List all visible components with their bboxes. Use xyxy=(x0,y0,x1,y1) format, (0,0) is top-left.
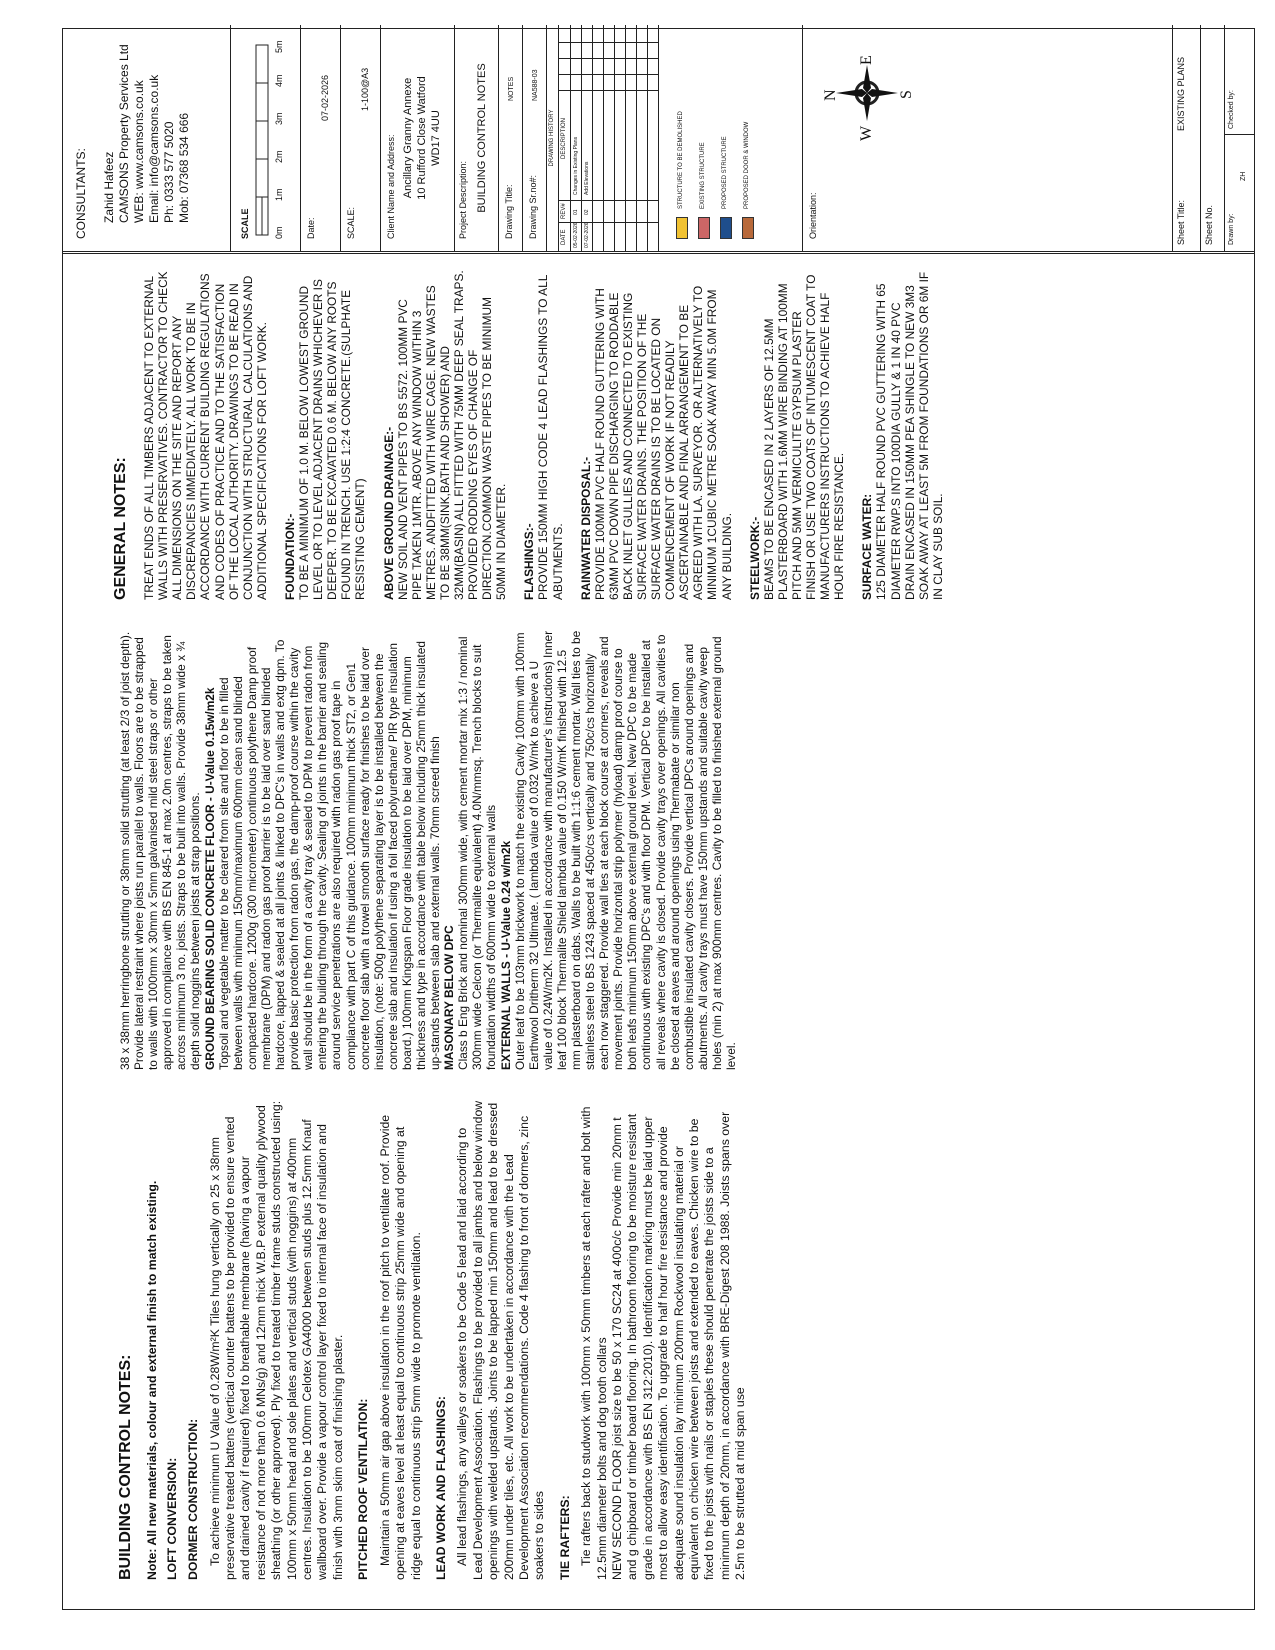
scale-field-label: SCALE: xyxy=(346,206,356,239)
scale-value: 1-100@A3 xyxy=(360,67,370,111)
surface-water-heading: SURFACE WATER: xyxy=(860,493,875,600)
drawing-no-value: NA588-03 xyxy=(532,69,539,101)
project-label: Project Description: xyxy=(458,160,468,239)
building-control-notes-column xyxy=(118,1100,749,1580)
history-row-rev: 02 xyxy=(584,209,590,215)
rainwater-heading: RAINWATER DISPOSAL:- xyxy=(578,456,593,600)
compass-s: S xyxy=(898,90,915,99)
compass-n: N xyxy=(822,89,839,101)
date-label: Date: xyxy=(306,217,316,239)
date-value: 07-02-2026 xyxy=(320,74,330,121)
construction-notes-column xyxy=(118,630,738,1070)
history-row-date: 05-02-2026 xyxy=(573,222,579,248)
scale-tick-0: 0m xyxy=(274,226,284,239)
pitched-roof-heading: PITCHED ROOF VENTILATION: xyxy=(356,1398,371,1580)
client-label: Client Name and Address: xyxy=(386,134,396,239)
scale-tick-1: 1m xyxy=(274,188,284,201)
drawing-title-label: Drawing Title: xyxy=(504,184,514,239)
company-name: CAMSONS Property Services Ltd xyxy=(117,44,131,223)
history-row-date: 07-02-2026 xyxy=(584,222,590,248)
general-notes-title: GENERAL NOTES: xyxy=(112,457,129,600)
building-control-title: BUILDING CONTROL NOTES: xyxy=(117,1354,134,1580)
project-value: BUILDING CONTROL NOTES xyxy=(476,63,488,213)
sheet-title-value: EXISTING PLANS xyxy=(1176,56,1186,131)
drawn-by-value: ZH xyxy=(1240,171,1247,181)
foundation-heading: FOUNDATION:- xyxy=(282,513,297,600)
drawing-history-label: DRAWING HISTORY xyxy=(549,109,555,167)
history-header-date: DATE xyxy=(561,229,567,245)
legend-swatch-demolished xyxy=(676,217,688,239)
history-row-desc: Add Elevations xyxy=(584,161,590,195)
scale-tick-4: 4m xyxy=(274,74,284,87)
drawn-by-label: Drawn by: xyxy=(1228,213,1235,245)
scale-tick-3: 3m xyxy=(274,112,284,125)
address-line3: WD17 4UU xyxy=(430,110,442,166)
second-floor-text: NEW SECOND FLOOR joist size to be 50 x 170 SC24 at 400c/c Provide min 20mm t and g chipboard or timber board flooring. In bathroom flooring to be moisture resistant grade in accordance with BS EN 312:2010). Identification marking must be laid upper most to allow easy identification. To upgrade to half hour fire resistance and provide adequate sound insulation lay minimum 200mm Rockwool insulating material or equivalent on chicken wire between joists and extended to eaves. Chicken wire to be fixed to the joists with nails or staples these should penetrate the joists side to a minimum depth of 20mm, in accordance with BRE-Digest 208 1988. Joists spans over 2.5m to be strutted at mid span use xyxy=(609,1111,748,1580)
masonry-text: Class b Eng Brick and nominal 300mm wide, with cement mortar mix 1:3 / nominal 300mm wide Celcon (or Thermalite equivalent) 4.0N/mmsq. Trench blocks to suit foundation widths of 600mm wide to external walls xyxy=(456,636,499,1070)
history-header-rev: REV# xyxy=(561,203,567,219)
ground-floor-heading: GROUND BEARING SOLID CONCRETE FLOOR - U-Value 0.15w/m2k xyxy=(202,687,217,1070)
drainage-text: NEW SOIL AND VENT PIPES TO BS 5572. 100MM PVC PIPE TAKEN 1MTR. ABOVE ANY WINDOW WITHIN 3 METRES. ANDFITTED WITH WIRE CAGE. NEW WASTES TO BE 38MM(SINK,BATH AND SHOWER) AND 32MM(BASIN) ALL FITTED WITH 75MM DEEP SEAL TRAPS. PROVIDED RODDING EYES OF CHANGE OF DIRECTION.COMMON WASTE PIPES TO BE MINIMUM 50MM IN DIAMETER. xyxy=(395,270,509,600)
sheet-no-label: Sheet No. xyxy=(1204,204,1214,245)
scale-tick-5: 5m xyxy=(274,40,284,53)
drawing-no-label: Drawing Sr.no#: xyxy=(528,174,538,239)
orientation-label: Orientation: xyxy=(808,192,818,239)
legend-swatch-proposed xyxy=(720,217,732,239)
masonry-heading: MASONARY BELOW DPC xyxy=(442,925,457,1070)
compass-w: W xyxy=(858,125,875,141)
pitched-roof-text: Maintain a 50mm air gap above insulation in the roof pitch to ventilate roof. Provide opening at eaves level at least equal to continuous strip 25mm wide and opening at ridge equal to continuous strip 5mm wide to promote ventilation. xyxy=(377,1114,423,1580)
sheet-title-label: Sheet Title: xyxy=(1176,199,1186,245)
history-row-rev: 01 xyxy=(573,209,579,215)
general-intro-text: TREAT ENDS OF ALL TIMBERS ADJACENT TO EXTERNAL WALLS WITH PRESERVATIVES. CONTRACTOR TO CHECK ALL DIMENSIONS ON THE SITE AND REPORT ANY DISCREPANCIES IMMEDIATELY. ALL WORK TO BE IN ACCORDANCE WITH CURRENT BUILDING REGULATIONS AND CODES OF PRACTICE AND TO THE SATISFACTION OF THE LOCAL AUTHORITY. DRAWINGS TO BE READ IN CONJUNCTION WITH STRUCTURAL CALCULATIONS AND ADDITIONAL SPECIFICATIONS FOR LOFT WORK. xyxy=(142,271,269,600)
legend-swatch-existing xyxy=(698,217,710,239)
scale-bar xyxy=(254,29,294,239)
legend-label-demolished: STRUCTURE TO BE DEMOLISHED xyxy=(678,111,684,209)
lead-work-text: All lead flashings, any valleys or soakers to be Code 5 lead and laid according to Lead Development Association. Flashings to be provided to all jambs and below window openings with welded upstands. Joints to be lapped min 150mm and lead to be dressed 200mm under tiles, etc. All work to be undertaken in accordance with the Lead Development Association recommendations. Code 4 flashing to front of dormers, zinc soakers to sides xyxy=(455,1100,547,1580)
consultants-label: CONSULTANTS: xyxy=(74,148,88,239)
ground-floor-text: Topsoil and vegetable matter to be cleared from site and floor to be in filled between walls with minimum 150mm/maximum 600mm clean sand blinded compacted hardcore. 1200g (300 micrometer) continuous polythene Damp proof membrane (DPM) and radon gas proof barrier is to be laid over sand blinded hardcore, lapped & sealed at all joints & linked to DPC's in walls and extg dpm. To provide basic protection from radon gas, the damp-proof course within the cavity wall should be in the form of a cavity tray & sealed to DPM to prevent radon from entering the building through the cavity. Sealing of joints in the barrier and sealing around service penetrations are also required with radon gas proof tape in compliance with part C of this guidance. 100mm minimum thick ST2, or Gen1 concrete floor slab with a trowel smooth surface ready for finishes to be laid over insulation, (note: 500g polythene separating layer is to be installed between the concrete slab and insulation if using a foil faced polyurethane/ PIR type insulation board.) 100mm Kingspan Floor grade insulation to be laid over DPM, minimum thickness and type in accordance with table below including 25mm thick insulated up-stands between slab and external walls. 70mm screed finish xyxy=(216,639,443,1070)
company-web: WEB: www.camsons.co.uk xyxy=(132,80,146,223)
address-line2: 10 Rufford Close Watford xyxy=(416,76,428,200)
dormer-construction-text: To achieve minimum U Value of 0.28W/m²K Tiles hung vertically on 25 x 38mm preservative treated battens (vertical counter battens to be provided to ensure vented and drained cavity if required) fixed to breathable membrane (having a vapour resistance of not more than 0.6 MNs/g) and 12mm thick W.B.P external quality plywood sheathing (or other approved). Ply fixed to treated timber frame studs constructed using: 100mm x 50mm head and sole plates and vertical studs (with noggins) at 400mm centres. Insulation to be 100mm Celotex GA4000 between studs plus 12.5mm Knauf wallboard over. Provide a vapour control layer fixed to internal face of insulation and finish with 3mm skim coat of finishing plaster. xyxy=(207,1100,345,1580)
legend-swatch-door-window xyxy=(742,217,754,239)
flashings-heading: FLASHINGS:- xyxy=(522,523,537,600)
drainage-heading: ABOVE GROUND DRAINAGE:- xyxy=(381,426,396,600)
rainwater-text: PROVIDE 100MM PVC HALF ROUND GUTTERING WITH 63MM PVC DOWN PIPE DISCHARGING TO RODDABLE BACK INLET GULLIES AND CONNECTED TO EXISTING SURFACE WATER DRAINS. THE POSITION OF THE SURFACE WATER DRAINS IS TO BE LOCATED ON COMMENCEMENT OF WORK IF NOT READILY ASCERTAINABLE AND FINAL ARRANGEMENT TO BE AGREED WITH LA. SURVEYOR. OR ALTERNATIVELY TO MINIMUM 1CUBIC METRE SOAK AWAY MIN 5.0M FROM ANY BUILDING. xyxy=(592,285,734,600)
address-line1: Ancillary Granny Annexe xyxy=(402,77,414,199)
history-header-desc: DESCRIPTION xyxy=(561,117,567,159)
checked-by-label: Checked by: xyxy=(1228,90,1235,129)
strutting-text: 38 x 38mm herringbone strutting or 38mm solid strutting (at least 2/3 of joist depth). Provide lateral restraint where joists run parallel to walls. Floors are to be strapped to walls with 1000mm x 30mm x 5mm galvanised mild steel straps or other approved in compliance with BS EN 845-1 at max 2.0m centres, straps to be taken across minimum 3 no. joists. Straps to be built into walls. Provide 38mm wide x ¾ depth solid noggins between joists at strap positions. xyxy=(118,631,203,1070)
legend-label-door-window: PROPOSED DOOR & WINDOW xyxy=(744,121,750,209)
compass-e: E xyxy=(858,55,875,65)
scale-bar-label: SCALE xyxy=(240,208,250,239)
tie-rafters-text: Tie rafters back to studwork with 100mm x 50mm timbers at each rafter and bolt with 12.5mm diameter bolts and dog tooth collars xyxy=(579,1106,609,1580)
external-walls-text: Outer leaf to be 103mm brickwork to match the existing Cavity 100mm with 100mm Earthwool Dritherm 32 Ultimate. ( lambda value of 0.032 W/mk to achieve a U value of 0.24W/m2K. Installed in accordance with manufacturer's instructions) Inner leaf 100 block Thermalite Shield lambda value of 0.150 W/mK finished with 12.5 mm plasterboard on dabs. Walls to be built with 1:1:6 cement mortar. Wall ties to be stainless steel to BS 1243 spaced at 450c/cs vertically and 750c/cs horizontally each row staggered. Provide wall ties at each block course at corners, reveals and movement joints. Provide horizontal strip polymer (hyload) damp proof course to both leafs minimum 150mm above external ground level. New DPC to be made continuous with existing DPC's and with floor DPM. Vertical DPC to be installed at all reveals where cavity is closed. Provide cavity trays over openings. All cavities to be closed at eaves and around openings using Thermabate or similar non combustible insulated cavity closers. Provide vertical DPCs around openings and abutments. All cavity trays must have 150mm upstands and suitable cavity weep holes (min 2) at max 900mm centres. Cavity to be filled to finished external ground level. xyxy=(512,630,739,1070)
company-email: Email: info@camsons.co.uk xyxy=(147,74,161,223)
consultant-name: Zahid Hafeez xyxy=(102,151,116,223)
steelwork-heading: STEELWORK:- xyxy=(747,516,762,600)
lead-work-heading: LEAD WORK AND FLASHINGS: xyxy=(433,1396,448,1580)
drawing-title-value: NOTES xyxy=(508,76,515,101)
legend-label-proposed: PROPOSED STRUCTURE xyxy=(722,136,728,209)
foundation-text: TO BE A MINIMUM OF 1.0 M. BELOW LOWEST GROUND LEVEL OR TO LEVEL ADJACENT DRAINS WHICHEVER IS DEEPER. TO BE EXCAVATED 0.6 M. BELOW ANY ROOTS FOUND IN TRENCH. USE 1:2:4 CONCRETE.(SULPHATE RESISTING CEMENT) xyxy=(297,279,368,600)
history-row-desc: Changes in Existing Plans xyxy=(573,136,579,195)
external-walls-heading: EXTERNAL WALLS - U-Value 0.24 w/m2k xyxy=(498,840,513,1070)
surface-water-text: 125 DIAMETER HALF ROUND PVC GUTTERING WITH 65 DIAMETER RWP.S INTO 100DIA GULLY & 1 IN 40 PVC DRAIN ENCASED IN 150MM PEA SHINGLE TO NEW 3M3 SOAK AWAY AT LEAST 5M FROM FOUNDATIONS OR 6M IF IN CLAY SUB SOIL. xyxy=(874,271,945,600)
title-block xyxy=(62,28,1255,254)
dormer-construction-heading: DORMER CONSTRUCTION: xyxy=(186,1418,201,1580)
tie-rafters-heading: TIE RAFTERS: xyxy=(557,1495,572,1580)
steelwork-text: BEAMS TO BE ENCASED IN 2 LAYERS OF 12.5MM PLASTERBOARD WITH 1.6MM WIRE BINDING AT 100MM PITCH AND 5MM VERMICULITE GYPSUM PLASTER FINISH OR USE TWO COATS OF INTUMESCENT COAT TO MANUFACTURERS INSTRUCTIONS TO ACHIEVE HALF HOUR FIRE RESISTANCE. xyxy=(761,274,847,600)
materials-note: Note: All new materials, colour and external finish to match existing. xyxy=(145,1180,160,1580)
legend-label-existing: EXISTING STRUCTURE xyxy=(700,142,706,209)
scale-tick-2: 2m xyxy=(274,150,284,163)
company-mobile: Mob: 07368 534 666 xyxy=(177,112,191,223)
general-notes-column xyxy=(114,270,945,600)
loft-conversion-heading: LOFT CONVERSION: xyxy=(164,1457,179,1580)
flashings-text: PROVIDE 150MM HIGH CODE 4 LEAD FLASHINGS TO ALL ABUTMENTS. xyxy=(536,275,565,600)
company-phone: Ph: 0333 577 5020 xyxy=(162,121,176,223)
